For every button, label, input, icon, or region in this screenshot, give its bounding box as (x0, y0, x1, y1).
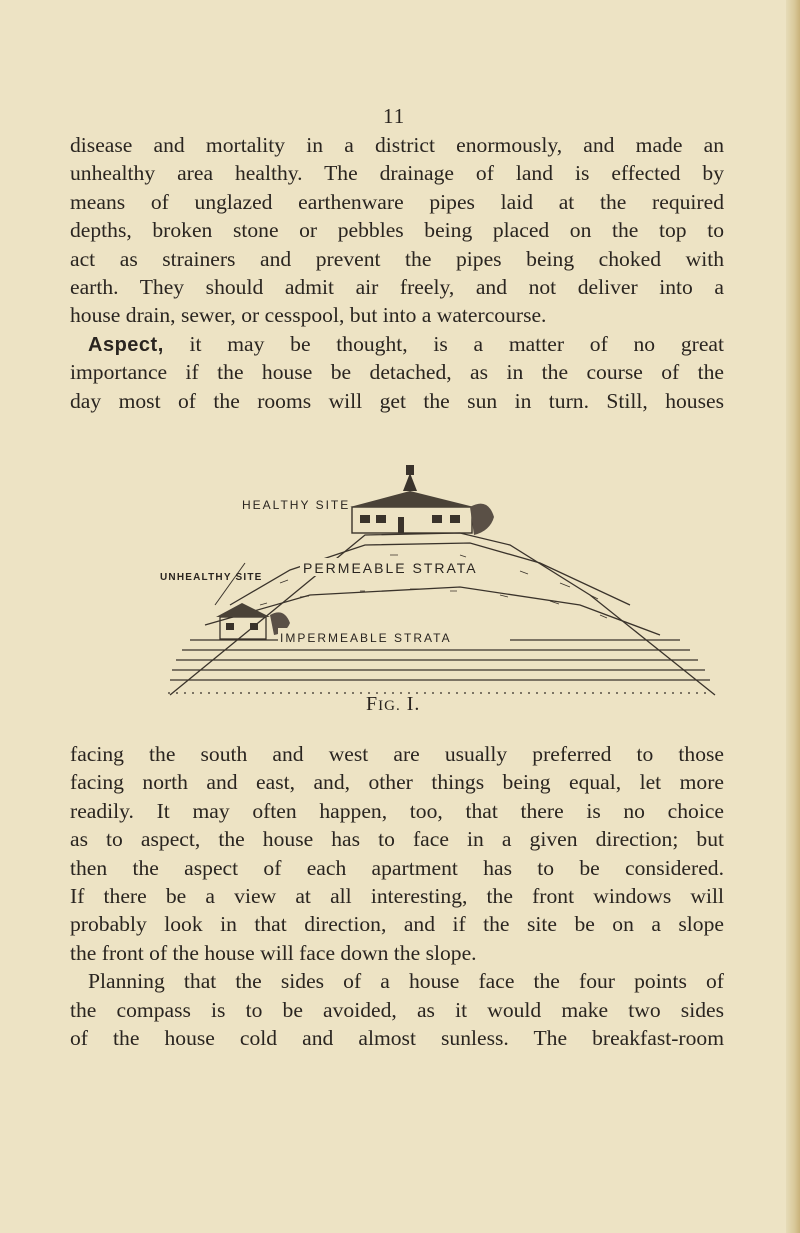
strata-diagram (160, 455, 720, 715)
text-line: the front of the house will face down the slope. (70, 940, 477, 965)
text-line: day most of the rooms will get the sun in turn. Still, houses (70, 388, 724, 413)
figure-site-strata (160, 455, 720, 715)
paragraph-lead-word: Aspect, (88, 333, 164, 356)
text-line: then the aspect of each apartment has to be considered. (70, 855, 724, 880)
text-line: the compass is to be avoided, as it would make two sides (70, 997, 724, 1022)
page-number: 11 (383, 104, 406, 128)
text-line: Planning that the sides of a house face the four points of (88, 969, 724, 994)
page-edge (786, 0, 800, 1233)
caption-number: I. (400, 693, 421, 715)
label-healthy-site: HEALTHY SITE (242, 498, 351, 512)
text-line: facing the south and west are usually preferred to those (70, 742, 724, 766)
body-text-bottom (70, 740, 724, 1052)
text-line: facing north and east, and, other things being equal, let more (70, 770, 724, 795)
caption-smallcaps: IG. (378, 698, 401, 714)
text-line: earth. They should admit air freely, and not deliver into a (70, 274, 724, 299)
paragraph-first-line (70, 330, 724, 358)
text-line: of the house cold and almost sunless. The breakfast-room (70, 1025, 724, 1050)
text-line: house drain, sewer, or cesspool, but into a watercourse. (70, 303, 547, 328)
label-unhealthy-site: UNHEALTHY SITE (160, 572, 263, 583)
text-line: unhealthy area healthy. The drainage of land is effected by (70, 161, 724, 186)
text-fragment: it may be thought, is a matter of no great (189, 331, 724, 356)
text-line: If there be a view at all interesting, the front windows will (70, 883, 724, 908)
caption-letter: F (366, 693, 379, 715)
text-line: probably look in that direction, and if the site be on a slope (70, 912, 724, 937)
body-text-top (70, 131, 724, 415)
text-line: readily. It may often happen, too, that there is no choice (70, 798, 724, 823)
text-line: disease and mortality in a district enormously, and made an (70, 133, 724, 157)
healthy-house (350, 465, 494, 535)
text-line: means of unglazed earthenware pipes laid at the required (70, 189, 724, 214)
text-line: depths, broken stone or pebbles being placed on the top to (70, 218, 724, 243)
text-line: as to aspect, the house has to face in a given direction; but (70, 827, 724, 852)
label-permeable-strata: PERMEABLE STRATA (303, 560, 478, 576)
figure-caption (366, 693, 420, 716)
text-line: importance if the house be detached, as in the course of the (70, 360, 724, 385)
label-impermeable-strata: IMPERMEABLE STRATA (280, 631, 452, 645)
text-line: act as strainers and prevent the pipes being choked with (70, 246, 724, 271)
